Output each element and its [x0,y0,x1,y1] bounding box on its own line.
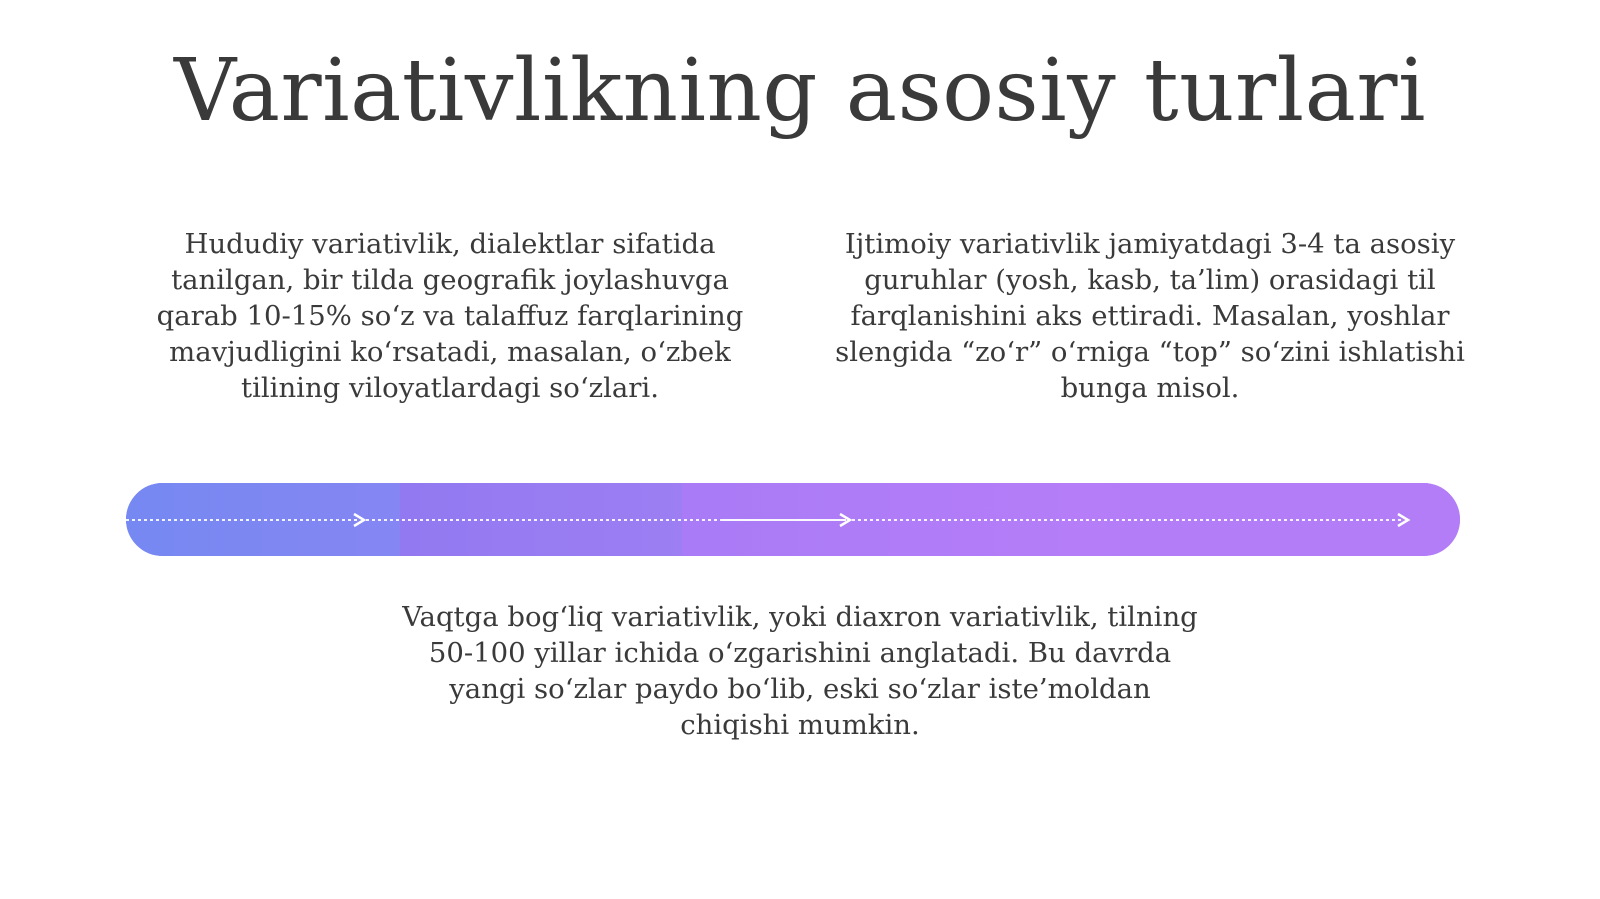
social-variation-text: Ijtimoiy variativlik jamiyatdagi 3-4 ta asosiy guruhlar (yosh, kasb, ta’lim) orasidagi til farqlanishini aks ettiradi. Masalan, yoshlar slengida “zo‘r” o‘rniga “top” so‘zini ishlatishi bunga misol. [835,228,1465,404]
page-title: Variativlikning asosiy turlari [173,41,1426,141]
temporal-variation-text: Vaqtga bog‘liq variativlik, yoki diaxron variativlik, tilning 50-100 yillar ichida o‘zgarishini anglatadi. Bu davrda yangi so‘zlar paydo bo‘lib, eski so‘zlar iste’moldan chiqishi mumkin. [402,601,1198,741]
timeline-arrows [126,483,1460,556]
regional-variation-text: Hududiy variativlik, dialektlar sifatida tanilgan, bir tilda geografik joylashuvga qarab 10-15% so‘z va talaffuz farqlarining mavjudligini ko‘rsatadi, masalan, o‘zbek tilining viloyatlardagi so‘zlari. [156,228,744,404]
timeline-bar [126,483,1460,556]
